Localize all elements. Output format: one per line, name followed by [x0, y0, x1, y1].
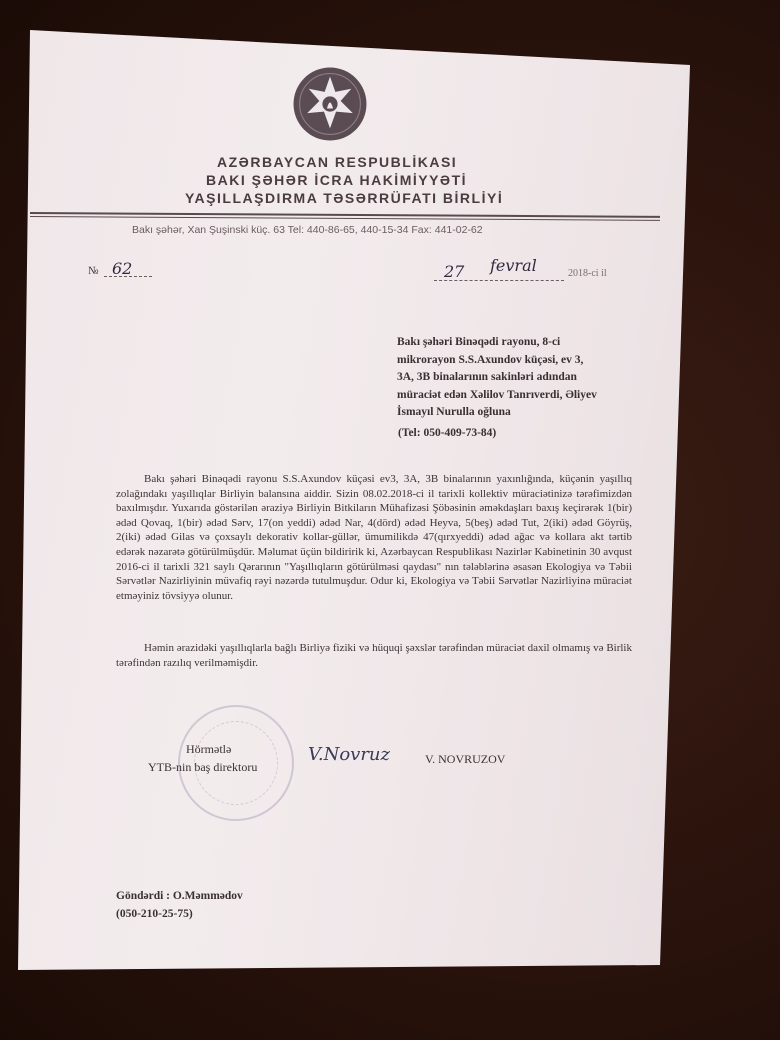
- handwritten-signature: V.Novruz: [308, 744, 391, 765]
- org-address: Bakı şəhər, Xan Şuşinski küç. 63 Tel: 440-86-65, 440-15-34 Fax: 441-02-62: [132, 224, 483, 236]
- org-line-2: BAKI ŞƏHƏR İCRA HAKİMİYYƏTİ: [206, 172, 468, 188]
- date-year: 2018-ci il: [568, 268, 607, 279]
- body-paragraph-2: Həmin ərazidəki yaşıllıqlarla bağlı Birliyə fiziki və hüquqi şəxslər tərəfindən müraciət daxil olmamış və Birlik tərəfindən razılıq verilməmişdir.: [116, 642, 632, 669]
- body-paragraph-1: Bakı şəhəri Binəqədi rayonu S.S.Axundov küçəsi ev3, 3A, 3B binalarının yaxınlığında, küçənin yaşıllıq zolağındakı yaşıllıqlar Birliyin balansına aiddir. Sizin 08.02.2018-ci il tarixli kollektiv müraciətinizə tərəfimizdən baxılmışdır. Yuxarıda göstərilən əraziyə Birliyin Bitkiların Mühafizəsi Şöbəsinin əməkdaşları baxış keçirərək 1(bir) ədəd Qovaq, 1(bir) ədəd Sərv, 17(on yeddi) ədəd Nar, 4(dörd) ədəd Heyva, 5(beş) ədəd Tut, 2(iki) ədəd Göyrüş, 2(iki) ədəd Gilas və çoxsaylı dekorativ kollar-güllər, ümumilikdə 47(qırxyeddi) ədəd ağac və kollara akt tərtib edərək nəzarətə götürülmüşdür. Məlumat üçün bildiririk ki, Azərbaycan Respublikası Nazirlər Kabinetinin 30 avqust 2016-ci il tarixli 321 saylı Qərarının "Yaşıllıqların götürülməsi qaydası" nın tələblərinə əsasən Ekologiya və Təbii Sərvətlər Nazirliyinin müvafiq rəyi nəzərdə tutulmuşdur. Odur ki, Ekologiya və Təbii Sərvətlər Nazirliyinə müraciət etməyiniz tövsiyyə olunur.: [116, 473, 632, 602]
- date-month: fevral: [490, 256, 537, 275]
- org-line-3: YAŞILLAŞDIRMA TƏSƏRRÜFATI BİRLİYİ: [185, 190, 504, 206]
- date-day: 27: [444, 262, 465, 281]
- ref-no-line: [104, 276, 152, 277]
- state-emblem-icon: [292, 66, 368, 142]
- recipient-line: İsmayıl Nurulla oğluna: [397, 406, 511, 418]
- recipient-line: mikrorayon S.S.Axundov küçəsi, ev 3,: [397, 353, 584, 366]
- date-line: [434, 280, 564, 281]
- recipient-line: müraciət edən Xəlilov Tanrıverdi, Əliyev: [397, 388, 597, 401]
- sender: Göndərdi : O.Məmmədov: [116, 890, 243, 902]
- sender-phone: (050-210-25-75): [116, 908, 193, 920]
- ref-no-value: 62: [112, 259, 133, 278]
- signatory-title: YTB-nin baş direktoru: [148, 760, 258, 774]
- ref-no-label: №: [88, 265, 99, 277]
- signatory-name: V. NOVRUZOV: [425, 752, 506, 766]
- recipient-line: Bakı şəhəri Binəqədi rayonu, 8-ci: [397, 336, 561, 348]
- org-line-1: AZƏRBAYCAN RESPUBLİKASI: [217, 154, 458, 170]
- recipient-block: [397, 334, 627, 422]
- recipient-phone: (Tel: 050-409-73-84): [398, 427, 497, 439]
- recipient-line: 3A, 3B binalarının sakinləri adından: [397, 371, 577, 383]
- closing: Hörmətlə: [186, 742, 232, 756]
